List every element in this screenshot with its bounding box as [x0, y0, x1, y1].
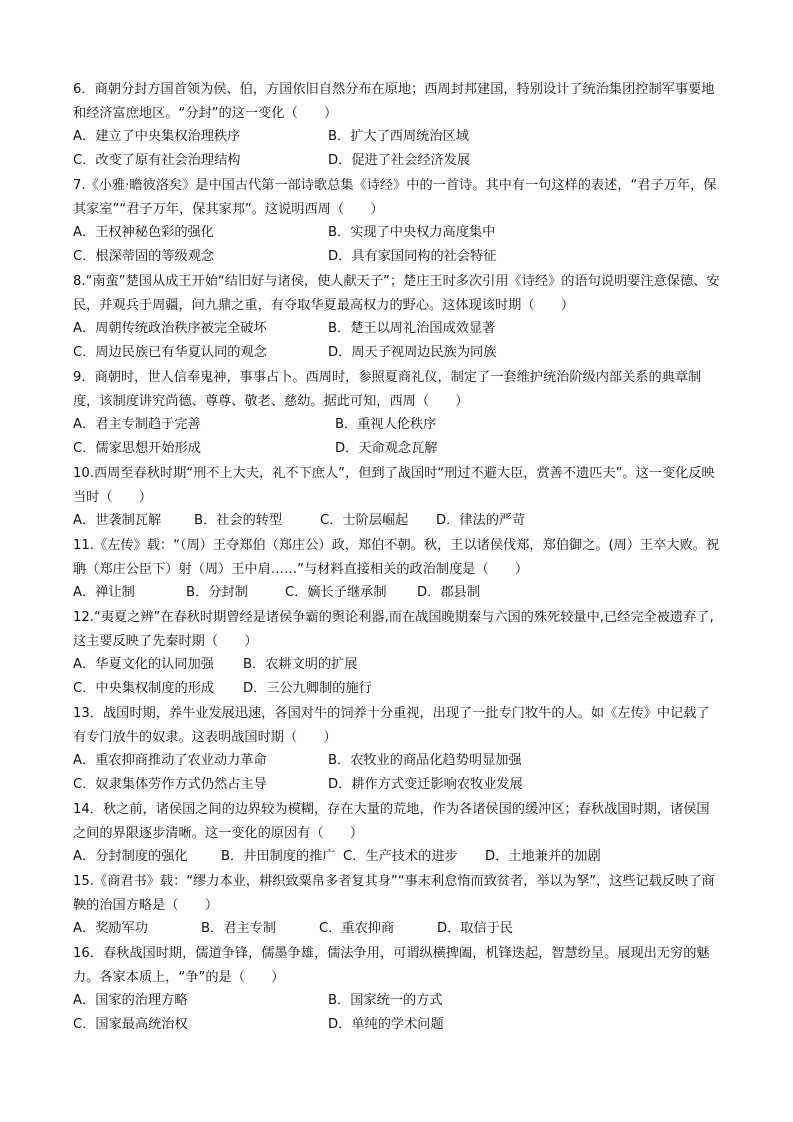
option-c: C．中央集权制度的形成 — [73, 680, 215, 696]
option-row — [73, 989, 721, 1013]
option-b: B．扩大了西周统治区域 — [328, 129, 469, 144]
option-a: A．周朝传统政治秩序被完全破坏 — [73, 321, 267, 336]
option-a: A．重农抑商推动了农业动力革命 — [73, 753, 267, 768]
option-d: D．天命观念瓦解 — [335, 440, 438, 456]
option-d: D．土地兼并的加剧 — [485, 849, 601, 864]
option-row — [73, 749, 721, 773]
option-row — [73, 581, 721, 605]
option-d: D．三公九卿制的施行 — [243, 680, 372, 696]
option-b: B．农牧业的商品化趋势明显加强 — [328, 753, 522, 768]
option-c: C．周边民族已有华夏认同的观念 — [73, 344, 267, 360]
option-a: A．华夏文化的认同加强 — [73, 657, 214, 672]
option-c: C．士阶层崛起 — [320, 513, 409, 528]
question-7 — [73, 174, 721, 268]
question-13 — [73, 702, 721, 796]
option-d: D．具有家国同构的社会特征 — [328, 248, 497, 264]
option-c: C．改变了原有社会治理结构 — [73, 152, 241, 168]
option-row — [73, 845, 721, 869]
question-stem: 9．商朝时，世人信奉鬼神，事事占卜。西周时，参照夏商礼仪，制定了一套维护统治阶级内部关系的典章制度，该制度讲究尚德、尊尊、敬老、慈幼。据此可知，西周（ ） — [73, 370, 702, 409]
option-a: A．建立了中央集权治理秩序 — [73, 129, 241, 144]
question-stem: 6．商朝分封方国首领为侯、伯，方国依旧自然分布在原地；西周封邦建国，特别设计了统治集团控制军事要地和经济富庶地区。“分封”的这一变化（ ） — [73, 82, 715, 121]
option-row — [73, 773, 721, 797]
option-row — [73, 341, 721, 365]
option-row — [73, 1013, 721, 1037]
question-9 — [73, 366, 721, 460]
option-a: A．奖励军功 — [73, 921, 148, 936]
option-c: C．儒家思想开始形成 — [73, 440, 201, 456]
option-b: B．楚王以周礼治国成效显著 — [328, 321, 496, 336]
option-b: B．分封制 — [186, 585, 248, 600]
option-b: B．农耕文明的扩展 — [243, 657, 358, 672]
option-a: A．世袭制瓦解 — [73, 513, 162, 528]
question-16 — [73, 942, 721, 1036]
option-d: D．单纯的学术问题 — [328, 1016, 444, 1032]
question-12 — [73, 606, 721, 700]
option-row — [73, 509, 721, 533]
question-15 — [73, 870, 721, 941]
question-6 — [73, 78, 721, 172]
question-stem: 16．春秋战国时期，儒道争锋，儒墨争雄，儒法争用，可谓纵横捭阖，机锋迭起，智慧纷呈。展现出无穷的魅力。各家本质上，“争”的是（ ） — [73, 946, 710, 985]
option-row — [73, 413, 721, 437]
question-10 — [73, 462, 721, 533]
option-c: C．国家最高统治权 — [73, 1016, 188, 1032]
question-14 — [73, 798, 721, 869]
question-stem: 7.《小雅·瞻彼洛矣》是中国古代第一部诗歌总集《诗经》中的一首诗。其中有一句这样的表述，“君子万年，保其家室”“君子万年，保其家邦”。这说明西周（ ） — [73, 178, 717, 217]
option-row — [73, 149, 721, 173]
option-c: C．生产技术的进步 — [343, 849, 458, 864]
question-8 — [73, 270, 721, 364]
option-d: D．取信于民 — [437, 921, 514, 936]
option-b: B．井田制度的推广 — [221, 849, 336, 864]
option-b: B．社会的转型 — [194, 513, 283, 528]
option-b: B．国家统一的方式 — [328, 993, 443, 1008]
option-c: C．根深蒂固的等级观念 — [73, 248, 215, 264]
option-d: D．律法的严苛 — [436, 513, 526, 528]
option-c: C．嫡长子继承制 — [285, 585, 387, 600]
option-a: A．禅让制 — [73, 585, 135, 600]
option-d: D．耕作方式变迁影响农牧业发展 — [328, 776, 523, 792]
option-row — [73, 317, 721, 341]
option-b: B．重视人伦秩序 — [335, 417, 437, 432]
option-b: B．君主专制 — [201, 921, 276, 936]
option-a: A．王权神秘色彩的强化 — [73, 225, 214, 240]
option-d: D．郡县制 — [417, 585, 480, 600]
option-a: A．国家的治理方略 — [73, 993, 188, 1008]
question-stem: 14．秋之前，诸侯国之间的边界较为模糊，存在大量的荒地，作为各诸侯国的缓冲区；春秋战国时期，诸侯国之间的界限逐步清晰。这一变化的原因有（ ） — [73, 802, 710, 841]
option-row — [73, 221, 721, 245]
option-row — [73, 677, 721, 701]
option-a: A．君主专制趋于完善 — [73, 417, 201, 432]
option-row — [73, 125, 721, 149]
question-11 — [73, 534, 721, 605]
question-stem: 12.“夷夏之辨”在春秋时期曾经是诸侯争霸的舆论利器,而在战国晚期秦与六国的殊死较量中,已经完全被遗弃了,这主要反映了先秦时期（ ） — [73, 610, 714, 649]
option-row — [73, 653, 721, 677]
option-c: C．奴隶集体劳作方式仍然占主导 — [73, 776, 267, 792]
question-stem: 8.“南蛮”楚国从成王开始“结旧好与诸侯，使人献天子”；楚庄王时多次引用《诗经》的语句说明要注意保德、安民，并观兵于周疆，问九鼎之重，有夺取华夏最高权力的野心。这体现该时期（ ） — [73, 274, 720, 313]
option-a: A．分封制度的强化 — [73, 849, 188, 864]
option-c: C．重农抑商 — [319, 921, 395, 936]
question-stem: 11.《左传》载：“（周）王夺郑伯（郑庄公）政，郑伯不朝。秋，王以诸侯伐郑，郑伯御之。(周）王卒大败。祝聃（郑庄公臣下）射（周）王中肩……”与材料直接相关的政治制度是（ ） — [73, 538, 720, 577]
option-d: D．周天子视周边民族为同族 — [328, 344, 497, 360]
question-stem: 10.西周至春秋时期“刑不上大夫，礼不下庶人”，但到了战国时“刑过不避大臣，赏善不遗匹夫”。这一变化反映当时（ ） — [73, 466, 715, 505]
option-b: B．实现了中央权力高度集中 — [328, 225, 496, 240]
question-stem: 13．战国时期，养牛业发展迅速，各国对牛的饲养十分重视，出现了一批专门牧牛的人。如《左传》中记载了有专门放牛的奴隶。这表明战国时期（ ） — [73, 706, 710, 745]
option-d: D．促进了社会经济发展 — [328, 152, 471, 168]
question-stem: 15.《商君书》载：“缪力本业，耕织致粟帛多者复其身”“事末利怠惰而致贫者，举以为孥”，这些记载反映了商鞅的治国方略是（ ） — [73, 874, 715, 913]
option-row — [73, 917, 721, 941]
option-row — [73, 437, 721, 461]
option-row — [73, 245, 721, 269]
